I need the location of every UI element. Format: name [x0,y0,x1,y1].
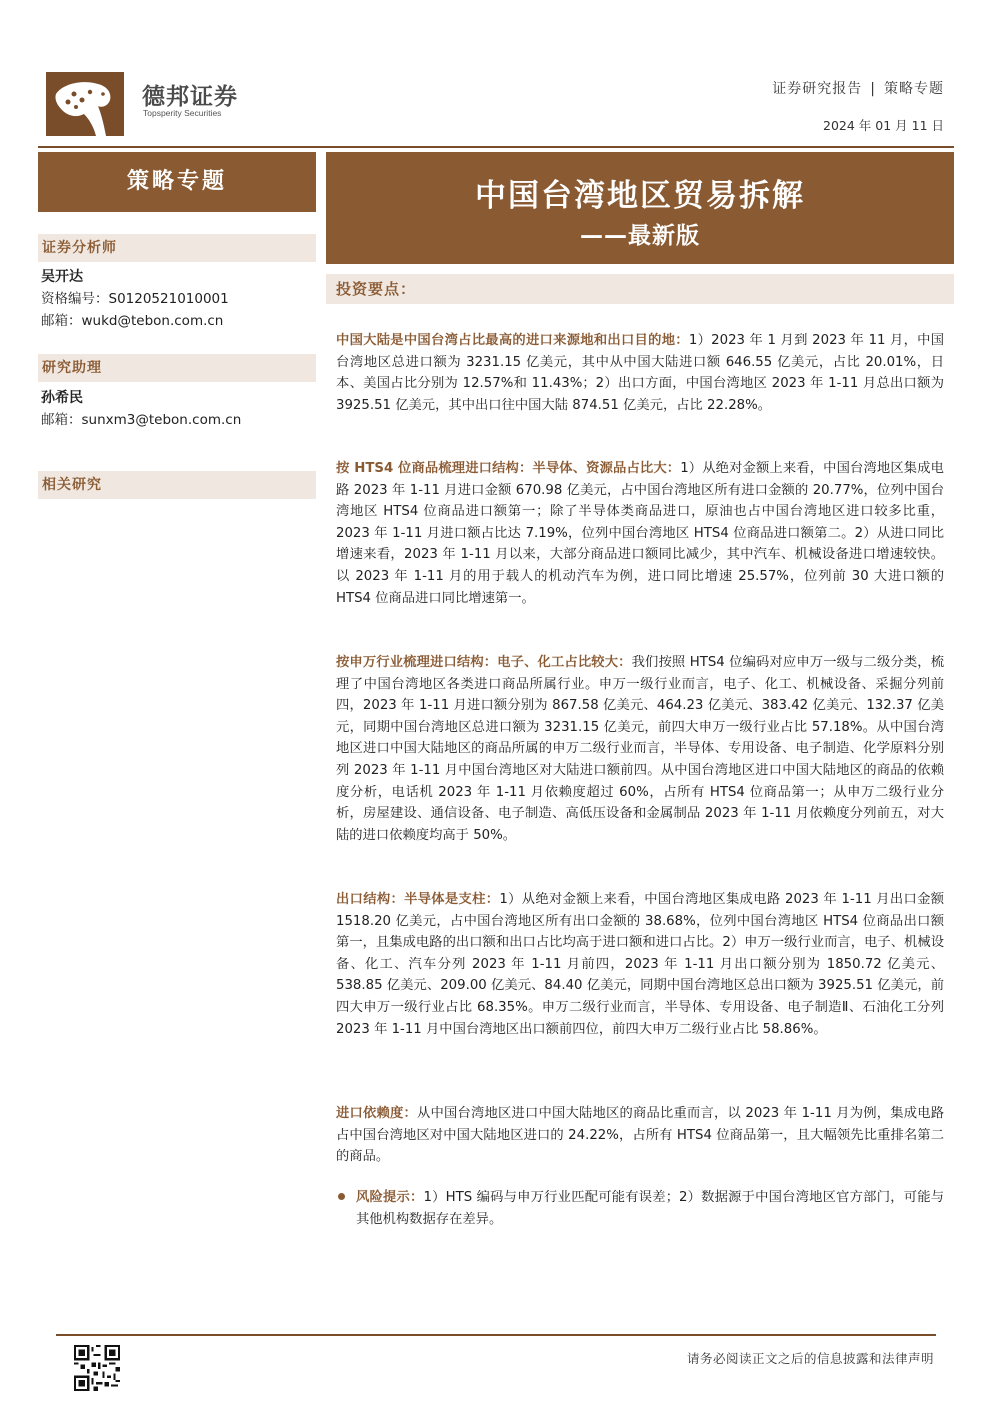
paragraph-text: 1）从绝对金额上来看，中国台湾地区集成电路 2023 年 1-11 月进口金额 670.98 亿美元，占中国台湾地区所有进口金额的 20.77%，位列中国台湾地区 HTS4 位商品进口额第一；除了半导体类商品进口，原油也占中国台湾地区进口较多比重，2023 年 1-11 月进口额占比达 7.19%，位列中国台湾地区 HTS4 位商品进口额第二。2）从进口同比增速来看，2023 年 1-11 月以来，大部分商品进口额同比减少，其中汽车、机械设备进口增速较快。以 2023 年 1-11 月的用于载人的机动汽车为例，进口同比增速 25.57%，位列前 30 大进口额的 HTS4 位商品进口同比增速第一。 [336,461,944,606]
analyst-heading: 证券分析师 [38,234,316,262]
left-section-title: 策略专题 [38,152,316,212]
qr-code-icon [74,1345,120,1391]
analyst-name: 吴开达 [41,269,83,285]
paragraph-lead: 按申万行业梳理进口结构：电子、化工占比较大： [336,655,632,670]
assistant-email: 邮箱：sunxm3@tebon.com.cn [41,412,242,428]
brand-name-cn: 德邦证券 [142,84,238,110]
paragraph-lead: 出口结构：半导体是支柱： [336,892,500,907]
report-header-labels [772,78,944,98]
paragraph-import-dependency [336,1103,944,1168]
analyst-cert: 资格编号：S0120521010001 [41,291,229,307]
header-divider [38,146,954,148]
footer-disclaimer: 请务必阅读正文之后的信息披露和法律声明 [686,1351,934,1366]
assistant-name: 孙希民 [41,390,83,406]
risk-bullet-icon [338,1193,345,1200]
footer-divider [56,1334,936,1336]
brand-name-en: Topsperity Securities [143,108,222,118]
report-title: 中国台湾地区贸易拆解 [475,178,805,214]
paragraph-text: 我们按照 HTS4 位编码对应申万一级与二级分类，梳理了中国台湾地区各类进口商品所属行业。申万一级行业而言，电子、化工、机械设备、采掘分列前四，2023 年 1-11 月进口额分别为 867.58 亿美元、464.23 亿美元、383.42 亿美元、132.37 亿美元，同期中国台湾地区总进口额为 3231.15 亿美元，前四大申万一级行业占比 57.18%。从中国台湾地区进口中国大陆地区的商品所属的申万二级行业而言，半导体、专用设备、电子制造、化学原料分别列 2023 年 1-11 月中国台湾地区对大陆进口额前四。从中国台湾地区进口中国大陆地区的商品的依赖度分析，电话机 2023 年 1-11 月依赖度超过 60%，占所有 HTS4 位商品第一；从申万二级行业分析，房屋建设、通信设备、电子制造、高低压设备和金属制品 2023 年 1-11 月依赖度分列前五，对大陆的进口依赖度均高于 50%。 [336,655,944,843]
analyst-info [41,266,229,332]
paragraph-text: 从中国台湾地区进口中国大陆地区的商品比重而言，以 2023 年 1-11 月为例，集成电路占中国台湾地区对中国大陆地区进口的 24.22%，占所有 HTS4 位商品第一，且大幅领先比重排名第二的商品。 [336,1106,944,1165]
header-separator: | [870,81,876,97]
tebon-logo-icon [46,72,124,136]
related-research-heading: 相关研究 [38,471,316,499]
key-points-heading: 投资要点： [326,274,954,304]
report-category: 策略专题 [884,81,944,97]
paragraph-lead: 按 HTS4 位商品梳理进口结构：半导体、资源品占比大： [336,461,681,476]
assistant-heading: 研究助理 [38,354,316,382]
report-type: 证券研究报告 [772,81,863,97]
paragraph-export-structure [336,889,944,1040]
paragraph-risk-warning [356,1187,944,1230]
paragraph-text: 1）从绝对金额上来看，中国台湾地区集成电路 2023 年 1-11 月出口金额 1518.20 亿美元，占中国台湾地区所有出口金额的 38.68%，位列中国台湾地区 HTS4 位商品出口额第一，且集成电路的出口额和出口占比均高于进口额和进口占比。2）申万一级行业而言，电子、机械设备、化工、汽车分列 2023 年 1-11 月前四，2023 年 1-11 月出口额分别为 1850.72 亿美元、538.85 亿美元、209.00 亿美元、84.40 亿美元，同期中国台湾地区总出口额为 3925.51 亿美元，前四大申万一级行业占比 68.35%。申万二级行业而言，半导体、专用设备、电子制造Ⅱ、石油化工分列 2023 年 1-11 月中国台湾地区出口额前四位，前四大申万二级行业占比 58.86%。 [336,892,944,1037]
paragraph-lead: 风险提示： [356,1190,424,1205]
report-title-box [326,152,954,264]
report-date: 2024 年 01 月 11 日 [823,118,944,133]
analyst-email: 邮箱：wukd@tebon.com.cn [41,313,224,329]
paragraph-hts4-import-structure [336,458,944,609]
paragraph-lead: 进口依赖度： [336,1106,417,1121]
paragraph-lead: 中国大陆是中国台湾占比最高的进口来源地和出口目的地： [336,333,689,348]
paragraph-text: 1）HTS 编码与申万行业匹配可能有误差；2）数据源于中国台湾地区官方部门，可能与其他机构数据存在差异。 [356,1190,944,1227]
paragraph-text: 1）2023 年 1 月到 2023 年 11 月，中国台湾地区总进口额为 3231.15 亿美元，其中从中国大陆进口额 646.55 亿美元，占比 20.01%，日本、美国占比分别为 12.57%和 11.43%；2）出口方面，中国台湾地区 2023 年 1-11 月总出口额为 3925.51 亿美元，其中出口往中国大陆 874.51 亿美元，占比 22.28%。 [336,333,945,413]
report-subtitle: ——最新版 [580,223,700,249]
paragraph-sw-industry-import [336,652,944,846]
assistant-info [41,387,241,431]
paragraph-import-export-partners [336,330,944,416]
